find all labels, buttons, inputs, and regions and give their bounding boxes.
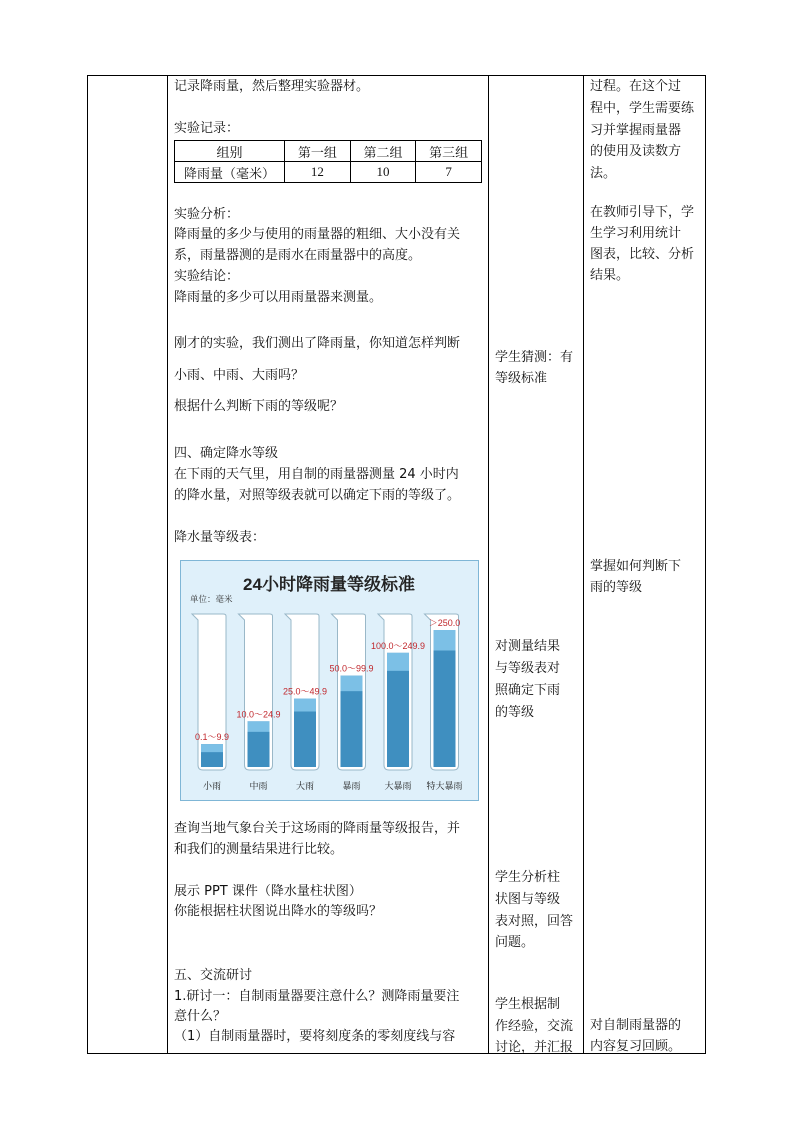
section5-text-3: （1）自制雨量器时，要将刻度条的零刻度线与容 bbox=[174, 1029, 456, 1044]
table-header-cell: 组别 bbox=[175, 141, 285, 162]
range-label: 25.0～49.9 bbox=[282, 686, 328, 697]
category-label: 暴雨 bbox=[342, 782, 361, 792]
intent-1-line-3: 习并掌握雨量器 bbox=[590, 123, 682, 138]
rainfall-bar-top bbox=[387, 653, 409, 671]
intent-2-line-4: 结果。 bbox=[590, 268, 630, 283]
column-divider-1 bbox=[167, 75, 168, 1054]
student-compare-2: 与等级表对 bbox=[495, 661, 561, 676]
intent-1-line-4: 的使用及读数方 bbox=[590, 144, 682, 159]
student-compare-4: 的等级 bbox=[495, 705, 535, 720]
category-label: 小雨 bbox=[202, 782, 222, 792]
intent-2-line-2: 生学习利用统计 bbox=[590, 226, 682, 241]
table-row bbox=[175, 141, 482, 162]
analysis-text-1: 降雨量的多少与使用的雨量器的粗细、大小没有关 bbox=[174, 227, 461, 242]
student-analyze-2: 状图与等级 bbox=[495, 892, 561, 907]
table-header-cell: 第一组 bbox=[285, 141, 351, 162]
student-exp-3: 讨论，并汇报 bbox=[495, 1040, 574, 1055]
intent-4-line-1: 对自制雨量器的 bbox=[590, 1018, 682, 1033]
section5-text-1: 1.研讨一：自制雨量器要注意什么？测降雨量要注 bbox=[174, 989, 460, 1004]
analysis-text-2: 系，雨量器测的是雨水在雨量器中的高度。 bbox=[174, 248, 422, 263]
table-row-label: 降雨量（毫米） bbox=[175, 162, 285, 183]
rainfall-bar bbox=[434, 630, 456, 767]
intent-3-line-1: 掌握如何判断下 bbox=[590, 559, 682, 574]
student-analyze-3: 表对照，回答 bbox=[495, 914, 574, 929]
table-cell: 12 bbox=[285, 162, 351, 183]
rainfall-bar-top bbox=[248, 721, 270, 732]
section4-text-1: 在下雨的天气里，用自制的雨量器测量 24 小时内 bbox=[174, 467, 459, 482]
record-label: 实验记录： bbox=[174, 121, 240, 136]
category-label: 大雨 bbox=[295, 782, 315, 792]
query-text-2: 和我们的测量结果进行比较。 bbox=[174, 842, 344, 857]
student-exp-1: 学生根据制 bbox=[495, 997, 561, 1012]
intent-4-line-2: 内容复习回顾。 bbox=[590, 1039, 682, 1054]
range-label: ＞250.0 bbox=[428, 618, 461, 628]
query-text-1: 查询当地气象台关于这场雨的降雨量等级报告，并 bbox=[174, 821, 461, 836]
rainfall-bar-top bbox=[294, 699, 316, 712]
intent-2-line-1: 在教师引导下，学 bbox=[590, 205, 695, 220]
question-text-1: 刚才的实验，我们测出了降雨量，你知道怎样判断 bbox=[174, 336, 461, 351]
grade-table-label: 降水量等级表： bbox=[174, 530, 266, 545]
analysis-label: 实验分析： bbox=[174, 207, 240, 222]
range-label: 0.1～9.9 bbox=[194, 732, 230, 743]
student-analyze-4: 问题。 bbox=[495, 935, 535, 950]
rainfall-bar-top bbox=[341, 676, 363, 691]
column-divider-2 bbox=[488, 75, 489, 1054]
conclusion-text: 降雨量的多少可以用雨量器来测量。 bbox=[174, 290, 383, 305]
rainfall-grade-chart bbox=[180, 560, 479, 801]
range-label: 10.0～24.9 bbox=[236, 709, 281, 720]
range-label: 100.0～249.9 bbox=[370, 640, 426, 651]
table-cell: 7 bbox=[416, 162, 482, 183]
category-label: 中雨 bbox=[249, 782, 268, 792]
conclusion-label: 实验结论： bbox=[174, 269, 240, 284]
student-compare-1: 对测量结果 bbox=[495, 639, 561, 654]
intent-1-line-1: 过程。在这个过 bbox=[590, 79, 682, 94]
intent-2-line-3: 图表，比较、分析 bbox=[590, 247, 695, 262]
section5-text-2: 意什么？ bbox=[174, 1009, 227, 1024]
column-divider-3 bbox=[583, 75, 584, 1054]
question-text-2: 小雨、中雨、大雨吗？ bbox=[174, 368, 305, 383]
chart-title: 24小时降雨量等级标准 bbox=[243, 575, 415, 594]
rainfall-bar-top bbox=[201, 744, 223, 752]
table-row bbox=[175, 162, 482, 183]
student-analyze-1: 学生分析柱 bbox=[495, 870, 561, 885]
student-exp-2: 作经验，交流 bbox=[495, 1019, 574, 1034]
range-label: 50.0～99.9 bbox=[329, 663, 374, 674]
section4-title: 四、确定降水等级 bbox=[174, 446, 279, 461]
ppt-text-2: 你能根据柱状图说出降水的等级吗？ bbox=[174, 904, 383, 919]
experiment-record-table bbox=[174, 140, 482, 183]
table-header-cell: 第三组 bbox=[416, 141, 482, 162]
student-guess-1: 学生猜测：有 bbox=[495, 350, 574, 365]
question-text-3: 根据什么判断下雨的等级呢？ bbox=[174, 399, 344, 414]
rainfall-bar-top bbox=[434, 630, 456, 651]
category-label: 大暴雨 bbox=[384, 782, 412, 792]
category-label: 特大暴雨 bbox=[426, 782, 463, 792]
table-header-cell: 第二组 bbox=[350, 141, 416, 162]
section4-text-2: 的降水量，对照等级表就可以确定下雨的等级了。 bbox=[174, 488, 461, 503]
chart-unit-label: 单位：毫米 bbox=[190, 595, 233, 605]
ppt-text-1: 展示 PPT 课件（降水量柱状图） bbox=[174, 884, 362, 899]
section5-title: 五、交流研讨 bbox=[174, 968, 253, 983]
intent-1-line-2: 程中，学生需要练 bbox=[590, 101, 695, 116]
text-record-rain: 记录降雨量，然后整理实验器材。 bbox=[174, 79, 370, 94]
student-guess-2: 等级标准 bbox=[495, 371, 548, 386]
intent-3-line-2: 雨的等级 bbox=[590, 580, 643, 595]
intent-1-line-5: 法。 bbox=[590, 166, 617, 181]
table-cell: 10 bbox=[350, 162, 416, 183]
student-compare-3: 照确定下雨 bbox=[495, 683, 561, 698]
